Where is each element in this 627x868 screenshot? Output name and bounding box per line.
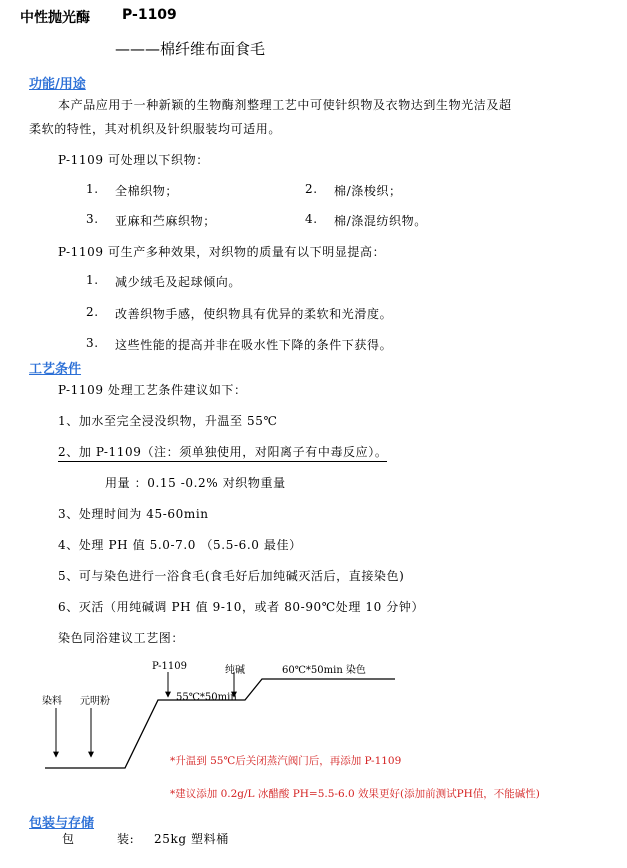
process-dosage: 用量 ：0.15 -0.2% 对织物重量 [105, 476, 286, 490]
process-step-6: 6、灭活（用纯碱调 PH 值 9-10，或者 80-90℃处理 10 分钟） [58, 600, 425, 614]
diagram-note-2: *建议添加 0.2g/L 冰醋酸 PH=5.5-6.0 效果更好(添加前测试PH值，不能碱性) [170, 788, 540, 800]
effect-num-2: 2. [86, 305, 99, 319]
diagram-label-dye: 染料 [42, 696, 62, 707]
diagram-label-enzyme-stage: 55℃*50min [176, 692, 237, 703]
process-diagram-title: 染色同浴建议工艺图： [58, 631, 185, 645]
packaging-label-2: 装: [117, 832, 135, 846]
effect-item-3: 这些性能的提高并非在吸水性下降的条件下获得。 [115, 338, 393, 352]
fabric-num-1: 1. [86, 182, 99, 196]
fabrics-heading: P-1109 可处理以下织物： [58, 153, 209, 167]
fabric-item-3: 亚麻和苎麻织物； [115, 214, 216, 228]
diagram-label-enzyme: P-1109 [152, 661, 188, 672]
fabric-num-4: 4. [305, 212, 318, 226]
effect-item-2: 改善织物手感，使织物具有优异的柔软和光滑度。 [115, 307, 393, 321]
fabric-num-2: 2. [305, 182, 318, 196]
diagram-note-1: *升温到 55℃后关闭蒸汽阀门后，再添加 P-1109 [170, 755, 402, 767]
packaging-value: 25kg 塑料桶 [154, 832, 229, 846]
diagram-label-salt: 元明粉 [80, 696, 110, 707]
effect-item-1: 减少绒毛及起球倾向。 [115, 275, 242, 289]
process-step-5: 5、可与染色进行一浴食毛(食毛好后加纯碱灭活后，直接染色) [58, 569, 405, 583]
fabric-item-4: 棉/涤混纺织物。 [334, 214, 427, 228]
process-step-2: 2、加 P-1109（注：须单独使用，对阳离子有中毒反应）。 [58, 443, 387, 462]
intro-line-1: 本产品应用于一种新颖的生物酶剂整理工艺中可使针织物及衣物达到生物光洁及超 [58, 98, 512, 112]
intro-line-2: 柔软的特性，其对机织及针织服装均可适用。 [29, 122, 282, 136]
process-step-3: 3、处理时间为 45-60min [58, 507, 209, 521]
packaging-label: 包 [62, 832, 75, 846]
diagram-label-dye-stage: 60℃*50min 染色 [282, 665, 366, 676]
product-name: 中性抛光酶 [20, 10, 90, 26]
fabric-num-3: 3. [86, 212, 99, 226]
process-step-4: 4、处理 PH 值 5.0-7.0 （5.5-6.0 最佳） [58, 538, 302, 552]
section-packaging-title: 包装与存储 [29, 816, 95, 831]
diagram-label-soda: 纯碱 [225, 665, 245, 676]
effect-num-3: 3. [86, 336, 99, 350]
product-subtitle: ———棉纤维布面食毛 [115, 40, 266, 58]
section-process-title: 工艺条件 [29, 362, 82, 377]
process-heading: P-1109 处理工艺条件建议如下： [58, 383, 247, 397]
section-function-title: 功能/用途 [29, 77, 86, 92]
effect-num-1: 1. [86, 273, 99, 287]
process-step-1: 1、加水至完全浸没织物，升温至 55℃ [58, 414, 278, 428]
product-code: P-1109 [122, 7, 177, 23]
fabric-item-1: 全棉织物； [115, 184, 179, 198]
fabric-item-2: 棉/涤梭织； [334, 184, 402, 198]
effects-heading: P-1109 可生产多种效果，对织物的质量有以下明显提高： [58, 245, 386, 259]
